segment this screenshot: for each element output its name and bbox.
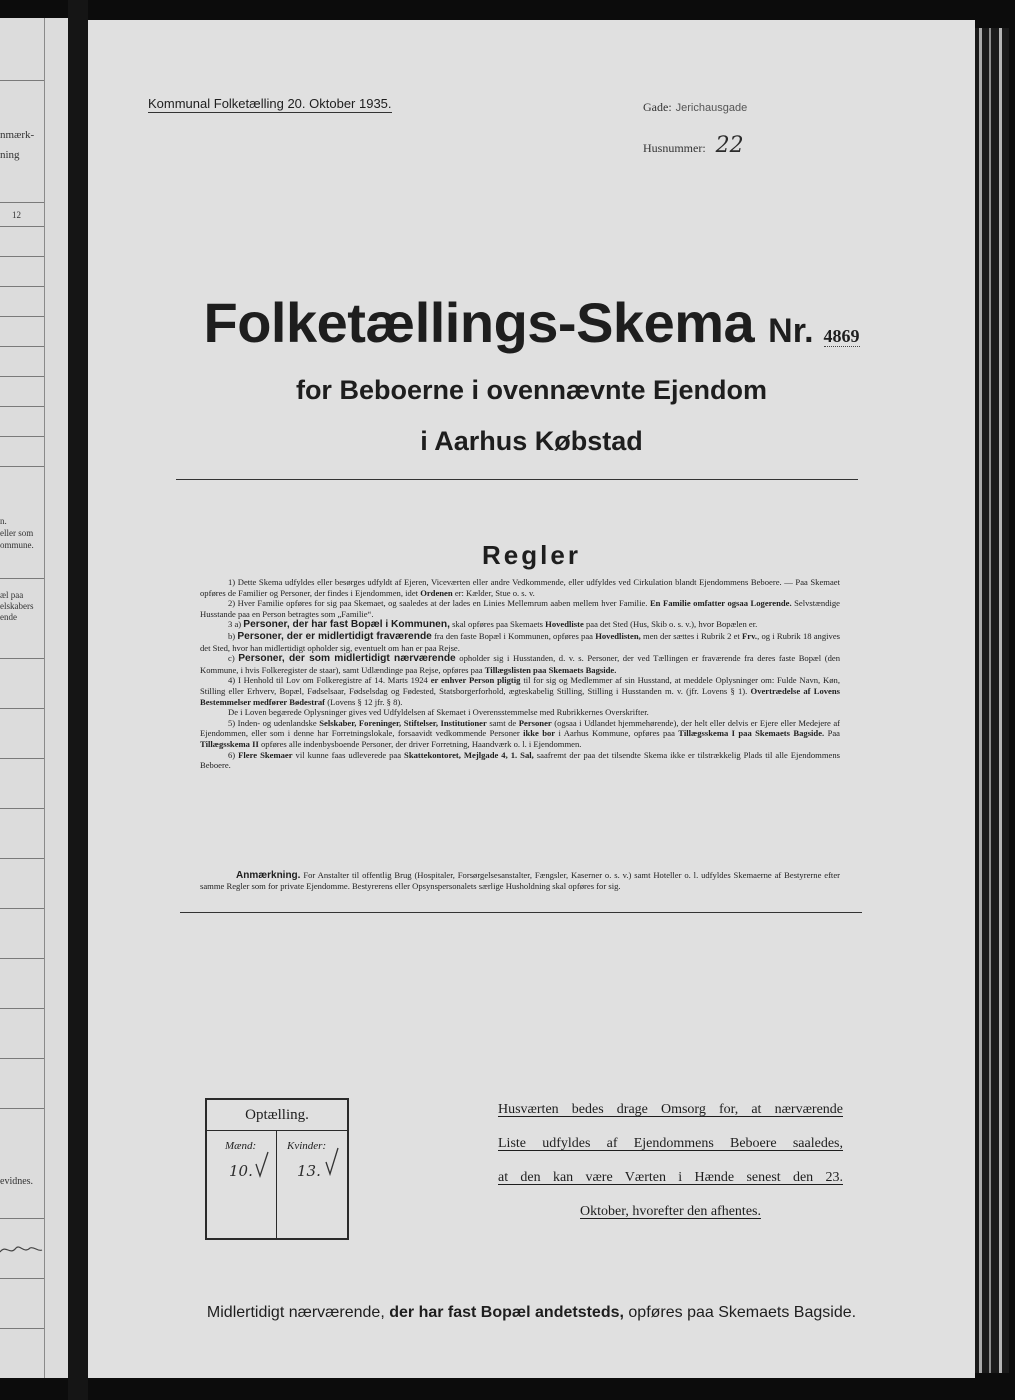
- left-page-rule: [0, 1008, 44, 1009]
- page-edge-strip: [999, 28, 1002, 1373]
- rule-emphasis: ikke bor: [523, 728, 556, 739]
- left-page-rule: [0, 858, 44, 859]
- rule-text: skal opføres paa Skemaets: [452, 619, 543, 630]
- notice-line: Husværten bedes drage Omsorg for, at nærværende: [498, 1102, 843, 1117]
- rule-emphasis: Hovedlisten,: [595, 630, 641, 641]
- left-page-fragment: ende: [0, 612, 17, 622]
- rule-emphasis: Tillægsskema II: [200, 738, 259, 749]
- left-page-rule: [0, 758, 44, 759]
- left-page-rule: [0, 1058, 44, 1059]
- left-page-fragment: eller som: [0, 528, 34, 538]
- form-title: [88, 290, 975, 355]
- rule-text: samt de: [489, 717, 517, 728]
- rule-text: 4) I Henhold til Lov om Folkeregistre af 14. Marts 1924: [228, 675, 428, 686]
- rule-emphasis: Personer, der som midlertidigt nærværende: [238, 653, 456, 665]
- rule-text: vil kunne faas udleverede paa: [295, 749, 402, 760]
- rule-text: 3 a): [228, 619, 242, 630]
- left-page-fragment: æl paa: [0, 590, 24, 600]
- rules-text: [200, 577, 840, 771]
- notice-line: Liste udfyldes af Ejendommens Beboere saaledes,: [498, 1136, 843, 1151]
- rule-emphasis: Overtrædelse af Lovens Bestemmelser medfører Bødestraf: [200, 685, 840, 707]
- left-page-rule: [0, 346, 44, 347]
- rule-emphasis: Skattekontoret, Mejlgade 4, 1. Sal,: [404, 749, 534, 760]
- rule-text: paa det Sted (Hus, Skib o. s. v.), hvor Bopælen er.: [585, 619, 758, 630]
- men-checkmark-icon: [253, 1150, 271, 1180]
- left-page-rule: [0, 578, 44, 579]
- remark-label: Anmærkning.: [236, 870, 301, 881]
- men-label: Mænd:: [225, 1140, 257, 1152]
- rule-text: b): [228, 630, 236, 641]
- footer-emphasis: der har fast Bopæl andetsteds,: [389, 1304, 624, 1321]
- form-title-main: Folketællings-Skema: [203, 291, 755, 354]
- remark-text: For Anstalter til offentlig Brug (Hospitaler, Forsørgelsesanstalter, Fængsler, Kaserner o. s. v.) samt Hoteller o. l. udfyldes Skemaerne af Bestyrerne efter samme Regler som for private Ejendomme. Bestyrerens eller Opsynspersonalets særlige Husholdning skal opføres for sig.: [200, 870, 840, 891]
- rule-emphasis: Flere Skemaer: [238, 749, 293, 760]
- rule-3c: [200, 653, 840, 675]
- rule-5: [200, 718, 840, 750]
- left-page-rule: [0, 256, 44, 257]
- left-page-rule: [0, 1218, 44, 1219]
- rule-2: [200, 598, 840, 619]
- left-page-fragment: ommune.: [0, 540, 34, 550]
- rule-3b: [200, 631, 840, 653]
- notice-line: at den kan være Værten i Hænde senest den 23.: [498, 1170, 843, 1185]
- count-box-divider: [276, 1131, 277, 1238]
- rule-emphasis: Personer: [518, 717, 552, 728]
- rule-text: opføres alle indenbysboende Personer, der driver Forretning, Haandværk o. l. i Ejendommen.: [260, 738, 582, 749]
- form-subtitle-city: i Aarhus Købstad: [420, 426, 643, 456]
- left-page-rule: [0, 808, 44, 809]
- rule-1: [200, 577, 840, 598]
- rule-emphasis: Tillægslisten paa Skemaets Bagside.: [484, 664, 617, 675]
- street-field: [643, 98, 747, 116]
- count-box-title: Optælling.: [207, 1100, 347, 1131]
- remark-block: [200, 870, 840, 892]
- rule-text: Paa: [827, 728, 840, 739]
- street-label: Gade:: [643, 100, 672, 114]
- left-page-rule: [0, 80, 44, 81]
- rules-heading: Regler: [482, 540, 581, 570]
- women-count: 13.: [297, 1162, 321, 1180]
- house-number-field: [643, 133, 744, 158]
- left-page-rule: [0, 658, 44, 659]
- left-page-rule: [0, 958, 44, 959]
- footer-text: opføres paa Skemaets Bagside.: [628, 1304, 857, 1321]
- left-facing-page: [0, 18, 70, 1378]
- rule-4-note: [200, 707, 840, 718]
- rule-text: til for sig og Medlemmer af sin Husstand, at meddele Oplysninger om: Fulde Navn, Køn, Stilling eller Erhverv, Bopæl, Fødselsaar, Fødselsdag og Fødested, Statsborgerforhold, ægteskabelig Stilling, Stilling i Husstanden m. v. (jfr. Lovens § 1).: [200, 675, 840, 696]
- rule-text: fra den faste Bopæl i Kommunen, opføres paa: [434, 630, 593, 641]
- census-form-page: [88, 20, 975, 1378]
- rule-text: 2) Hver Familie opføres for sig paa Skemaet, og saaledes at der lades en Linies Mellemrum aaben mellem hver Familie.: [228, 598, 648, 609]
- left-page-fragment: nmærk-: [0, 129, 35, 141]
- left-page-rule: [0, 316, 44, 317]
- form-number-value: 4869: [823, 326, 860, 346]
- remark-divider: [180, 912, 862, 913]
- left-page-rule: [0, 202, 44, 203]
- rule-text: c): [228, 653, 235, 664]
- rule-emphasis: Selskaber, Foreninger, Stiftelser, Institutioner: [319, 717, 487, 728]
- rule-text: (Lovens § 12 jfr. § 8).: [327, 696, 403, 707]
- rule-text: men der sættes i Rubrik 2 et: [643, 630, 740, 641]
- left-page-fragment: elskabers: [0, 601, 34, 611]
- left-page-rule: [0, 466, 44, 467]
- rule-4: [200, 675, 840, 707]
- street-value: Jerichausgade: [675, 102, 748, 114]
- left-page-rule: [0, 286, 44, 287]
- rule-emphasis: En Familie omfatter ogsaa Logerende.: [649, 598, 792, 609]
- left-page-rule: [0, 226, 44, 227]
- rule-text: 6): [228, 749, 236, 760]
- page-edge-strip: [989, 28, 991, 1373]
- form-subtitle: for Beboerne i ovennævnte Ejendom: [295, 375, 768, 405]
- rule-emphasis: Personer, der er midlertidigt fraværende: [237, 630, 432, 642]
- left-page-rule: [0, 406, 44, 407]
- women-label: Kvinder:: [287, 1140, 327, 1152]
- left-page-signature-scribble: [0, 1240, 44, 1260]
- rule-text: saafremt der paa det tilsendte Skema ikke er tilstrækkelig Plads til alle Ejendommens Beboere.: [200, 749, 840, 771]
- left-page-rule: [0, 436, 44, 437]
- landlord-notice: [498, 1093, 843, 1229]
- rule-text: De i Loven begærede Oplysninger gives ved Udfyldelsen af Skemaet i Overensstemmelse med Rubrikkernes Overskrifter.: [228, 707, 649, 718]
- rule-emphasis: er enhver Person pligtig: [430, 675, 521, 686]
- book-gutter: [68, 0, 88, 1400]
- left-page-rule: [0, 708, 44, 709]
- rule-emphasis: Personer, der har fast Bopæl i Kommunen,: [243, 619, 450, 631]
- page-edge-strip: [979, 28, 982, 1373]
- house-number-label: Husnummer:: [643, 141, 706, 155]
- women-checkmark-icon: [323, 1146, 341, 1176]
- rule-emphasis: Hovedliste: [545, 619, 584, 630]
- rule-text: Selvstændige Husstande paa en Person betragtes som „Familie“.: [200, 598, 840, 619]
- rule-text: er: Kælder, Stue o. s. v.: [454, 587, 535, 598]
- left-page-rule: [0, 1328, 44, 1329]
- left-page-fragment: ning: [0, 149, 20, 161]
- rule-text: 5) Inden- og udenlandske: [228, 717, 317, 728]
- footer-note: [88, 1304, 975, 1322]
- rule-text: , og i Rubrik 18 angives det Sted, hvor han midlertidigt opholder sig, eventuelt om han er paa Rejse.: [200, 630, 840, 653]
- house-number-value: 22: [715, 133, 744, 158]
- rule-emphasis: Ordenen: [420, 587, 453, 598]
- form-number-label: Nr.: [768, 312, 814, 350]
- page-stack-edge: [975, 28, 1009, 1373]
- census-heading: Kommunal Folketælling 20. Oktober 1935.: [148, 96, 392, 111]
- rule-emphasis: Tillægsskema I paa Skemaets Bagside.: [678, 728, 825, 739]
- rule-text: (ogsaa i Udlandet hjemmehørende), der helt eller delvis er Ejere eller Medejere af Ejendommen, eller som i denne har Forretningslokale, forsaavidt vedkommende Personer: [200, 717, 841, 739]
- rule-text: opholder sig i Husstanden, d. v. s. Personer, der ved Tællingen er fraværende fra deres faste Bopæl (den Kommune, i hvis Folkeregister de staar), samt Udlændinge paa Rejse, opføres paa: [200, 653, 840, 675]
- left-page-rule: [0, 1278, 44, 1279]
- men-count: 10.: [229, 1162, 253, 1180]
- title-divider: [176, 479, 858, 480]
- count-box: [205, 1098, 349, 1240]
- left-page-rule: [0, 1108, 44, 1109]
- left-page-rule: [0, 376, 44, 377]
- left-page-rule: [0, 908, 44, 909]
- left-page-fragment: evidnes.: [0, 1176, 34, 1187]
- rule-text: i Aarhus Kommune, opføres paa: [558, 728, 675, 739]
- notice-line: Oktober, hvorefter den afhentes.: [580, 1204, 761, 1219]
- left-page-fragment: n.: [0, 516, 7, 526]
- rule-6: [200, 750, 840, 771]
- rule-3a: [200, 619, 840, 631]
- rule-text: 1) Dette Skema udfyldes eller besørges udfyldt af Ejeren, Viceværten eller andre Vedkommende, eller udfyldes ved Cirkulation blandt Ejendommens Beboere. — Paa Skemaet opføres de Familier og Personer, der findes i Ejendommen, idet: [200, 577, 840, 598]
- left-page-column-line: [44, 18, 45, 1378]
- footer-text: Midlertidigt nærværende,: [206, 1304, 385, 1321]
- left-page-fragment: 12: [12, 210, 21, 220]
- rule-emphasis: Frv.: [742, 630, 758, 641]
